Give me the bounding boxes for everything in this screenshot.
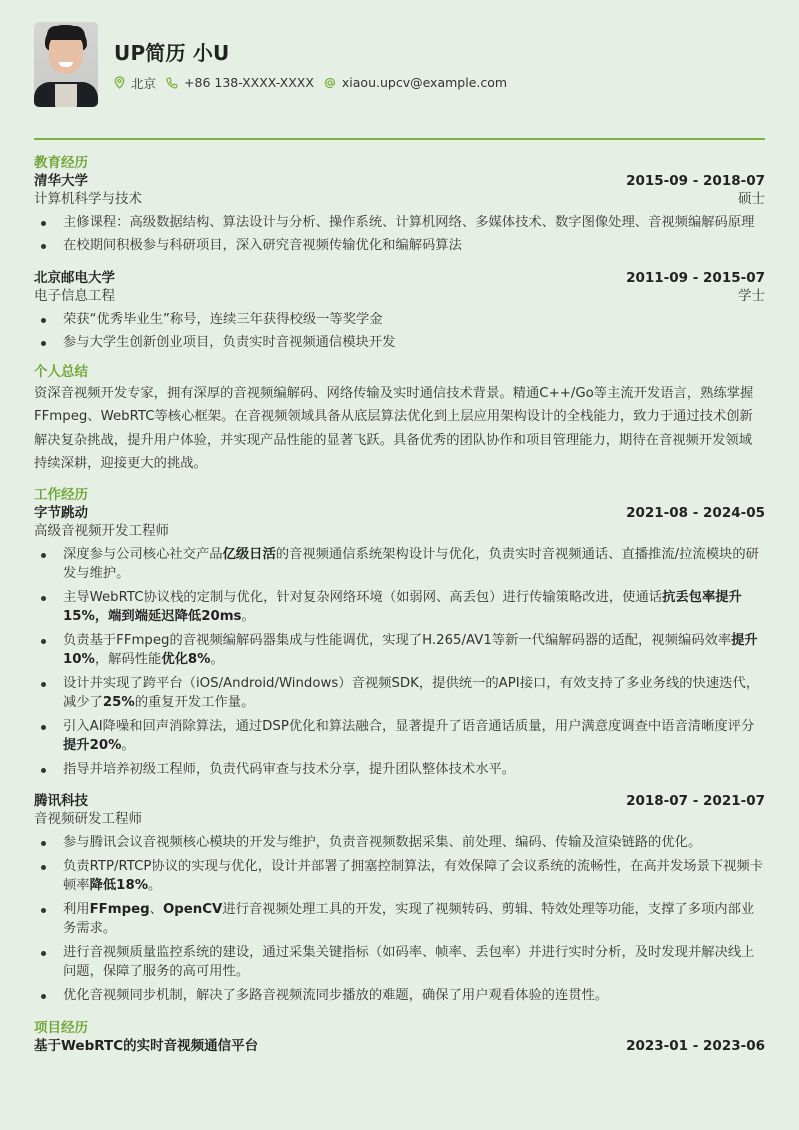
candidate-name: UP简历 小U [114, 40, 230, 65]
list-item: 引入AI降噪和回声消除算法，通过DSP优化和算法融合，显著提升了语音通话质量，用户满意度调查中语音清晰度评分提升20%。 [34, 717, 765, 756]
school-name: 北京邮电大学 [34, 269, 115, 286]
job-role: 音视频研发工程师 [34, 811, 142, 827]
email-link[interactable]: xiaou.upcv@example.com [341, 75, 508, 90]
list-item: 指导并培养初级工程师，负责代码审查与技术分享，提升团队整体技术水平。 [34, 760, 765, 780]
degree: 学士 [738, 287, 765, 304]
section-title-projects: 项目经历 [34, 1020, 88, 1036]
location-pin-icon [114, 76, 125, 89]
location-text: 北京 [131, 75, 157, 91]
project-entry [34, 1037, 765, 1055]
work-entry [34, 504, 765, 780]
entry-dates: 2018-07 - 2021-07 [626, 793, 765, 809]
list-item: 荣获“优秀毕业生”称号，连续三年获得校级一等奖学金 [34, 310, 765, 330]
contact-row [114, 74, 517, 92]
entry-dates: 2021-08 - 2024-05 [626, 504, 765, 521]
work-entry [34, 792, 765, 1005]
resume-header [34, 0, 765, 138]
project-name: 基于WebRTC的实时音视频通信平台 [34, 1038, 259, 1054]
company-name: 腾讯科技 [34, 793, 88, 809]
list-item: 在校期间积极参与科研项目，深入研究音视频传输优化和编解码算法 [34, 236, 765, 256]
list-item: 深度参与公司核心社交产品亿级日活的音视频通信系统架构设计与优化，负责实时音视频通话、直播推流/拉流模块的研发与维护。 [34, 545, 765, 584]
section-title-work: 工作经历 [34, 486, 88, 503]
list-item: 参与大学生创新创业项目，负责实时音视频通信模块开发 [34, 333, 765, 353]
phone-icon [166, 77, 178, 89]
list-item: 利用FFmpeg、OpenCV进行音视频处理工具的开发，实现了视频转码、剪辑、特效处理等功能，支撑了多项内部业务需求。 [34, 900, 765, 939]
entry-dates: 2011-09 - 2015-07 [626, 269, 765, 286]
list-item: 主修课程：高级数据结构、算法设计与分析、操作系统、计算机网络、多媒体技术、数字图像处理、音视频编解码原理 [34, 213, 765, 233]
entry-dates: 2015-09 - 2018-07 [626, 172, 765, 189]
section-title-summary: 个人总结 [34, 363, 88, 380]
degree: 硕士 [738, 190, 765, 207]
header-divider [34, 138, 765, 140]
entry-dates: 2023-01 - 2023-06 [626, 1038, 765, 1054]
summary-text: 资深音视频开发专家，拥有深厚的音视频编解码、网络传输及实时通信技术背景。精通C++/Go等主流开发语言，熟练掌握FFmpeg、WebRTC等核心框架。在音视频领域具备从底层算法优化到上层应用架构设计的全栈能力，致力于通过技术创新解决复杂挑战，提升用户体验，并实现产品性能的显著飞跃。具备优秀的团队协作和项目管理能力，期待在音视频开发领域持续深耕，迎接更大的挑战。 [34, 385, 754, 471]
list-item: 优化音视频同步机制，解决了多路音视频流同步播放的难题，确保了用户观看体验的连贯性。 [34, 986, 765, 1006]
education-entry [34, 172, 765, 256]
list-item: 主导WebRTC协议栈的定制与优化，针对复杂网络环境（如弱网、高丢包）进行传输策略改进，使通话抗丢包率提升15%，端到端延迟降低20ms。 [34, 588, 765, 627]
major: 计算机科学与技术 [34, 190, 142, 207]
list-item: 参与腾讯会议音视频核心模块的开发与维护，负责音视频数据采集、前处理、编码、传输及渲染链路的优化。 [34, 833, 765, 853]
at-sign-icon [324, 77, 336, 89]
education-entry [34, 269, 765, 353]
major: 电子信息工程 [34, 287, 115, 304]
avatar-photo [34, 22, 98, 107]
company-name: 字节跳动 [34, 504, 88, 521]
school-name: 清华大学 [34, 172, 88, 189]
list-item: 进行音视频质量监控系统的建设，通过采集关键指标（如码率、帧率、丢包率）并进行实时分析，及时发现并解决线上问题，保障了服务的高可用性。 [34, 943, 765, 982]
phone-text: +86 138-XXXX-XXXX [184, 75, 314, 90]
list-item: 负责基于FFmpeg的音视频编解码器集成与性能调优，实现了H.265/AV1等新一代编解码器的适配，视频编码效率提升10%，解码性能优化8%。 [34, 631, 765, 670]
list-item: 设计并实现了跨平台（iOS/Android/Windows）音视频SDK，提供统一的API接口，有效支持了多业务线的快速迭代，减少了25%的重复开发工作量。 [34, 674, 765, 713]
list-item: 负责RTP/RTCP协议的实现与优化，设计并部署了拥塞控制算法，有效保障了会议系统的流畅性，在高并发场景下视频卡顿率降低18%。 [34, 857, 765, 896]
section-title-education: 教育经历 [34, 154, 88, 171]
job-role: 高级音视频开发工程师 [34, 522, 169, 539]
